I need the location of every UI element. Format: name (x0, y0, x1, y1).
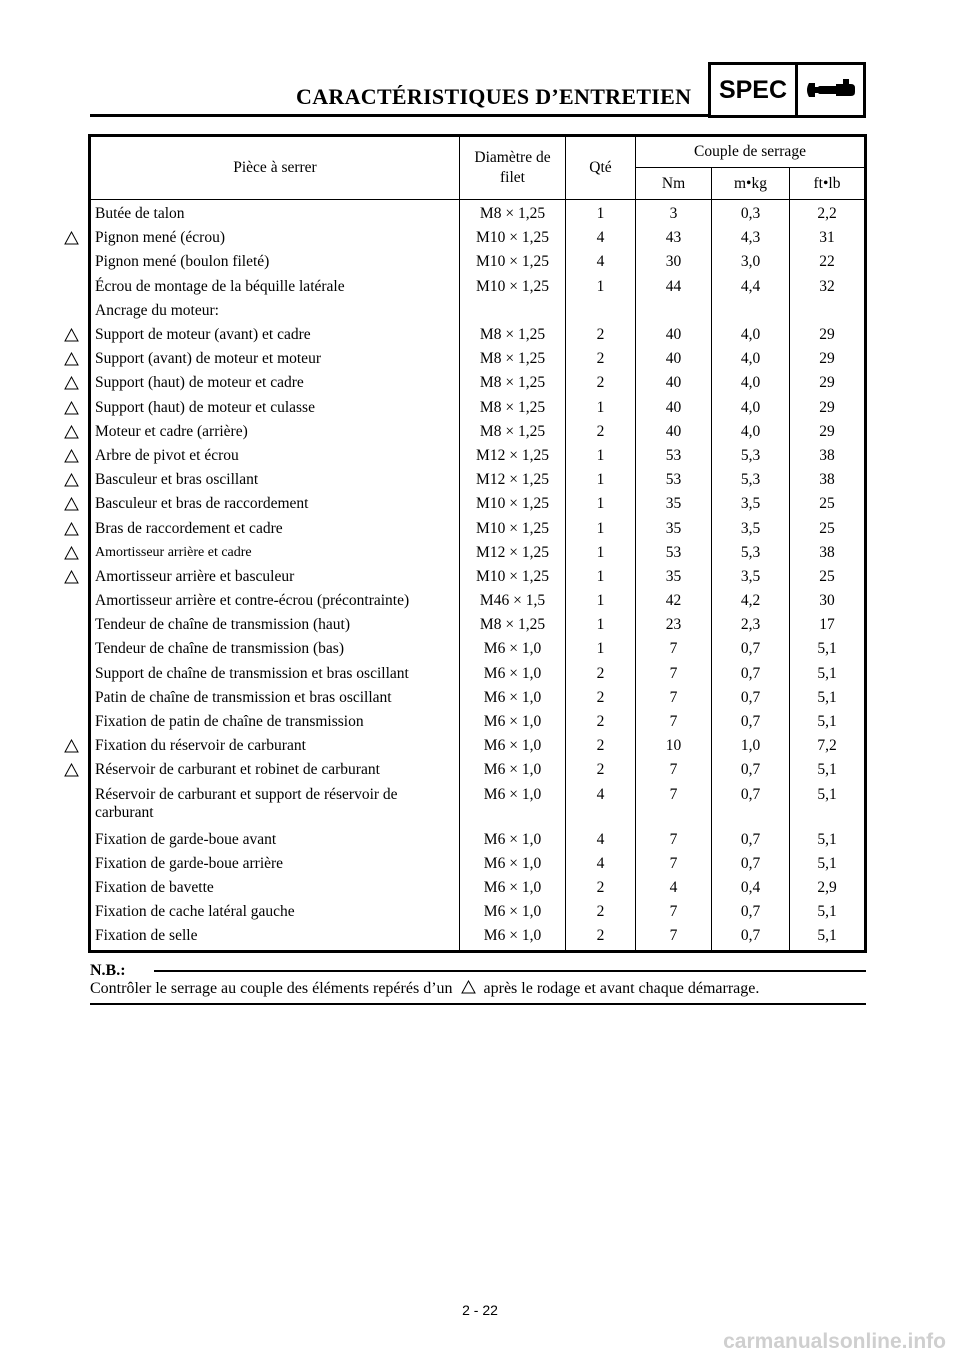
cell-piece: Support (haut) de moteur et culasse (95, 398, 315, 416)
cell-qte: 1 (566, 565, 636, 589)
table-row (90, 710, 866, 734)
triangle-mark-icon (64, 739, 79, 753)
header-mkg: m•kg (712, 168, 790, 200)
cell-ftlb: 25 (790, 492, 866, 516)
cell-ftlb: 5,1 (790, 686, 866, 710)
cell-nm: 7 (636, 783, 712, 828)
cell-diam: M6 × 1,0 (460, 686, 566, 710)
cell-mkg: 0,7 (712, 900, 790, 924)
note-label: N.B.: (90, 962, 126, 979)
table-row (90, 876, 866, 900)
cell-mkg: 0,4 (712, 876, 790, 900)
cell-piece: Fixation de cache latéral gauche (95, 903, 295, 921)
cell-diam: M8 × 1,25 (460, 323, 566, 347)
table-row (90, 250, 866, 274)
cell-nm: 7 (636, 924, 712, 952)
cell-piece: Réservoir de carburant et support de réservoir de carburant (95, 785, 398, 821)
cell-mkg: 4,0 (712, 420, 790, 444)
cell-piece: Arbre de pivot et écrou (95, 446, 239, 464)
cell-qte (566, 299, 636, 323)
cell-nm: 7 (636, 662, 712, 686)
cell-qte: 1 (566, 613, 636, 637)
cell-diam: M46 × 1,5 (460, 589, 566, 613)
cell-qte: 1 (566, 275, 636, 299)
spec-badge (708, 62, 866, 118)
cell-mkg: 5,3 (712, 444, 790, 468)
cell-qte: 2 (566, 420, 636, 444)
note-text (90, 980, 759, 998)
cell-piece: Butée de talon (95, 205, 185, 223)
triangle-icon (461, 980, 476, 994)
cell-mkg: 4,0 (712, 323, 790, 347)
table-row (90, 396, 866, 420)
cell-qte: 2 (566, 876, 636, 900)
cell-ftlb: 38 (790, 468, 866, 492)
cell-ftlb: 2,9 (790, 876, 866, 900)
table-row (90, 420, 866, 444)
cell-ftlb: 5,1 (790, 783, 866, 828)
cell-piece: Pignon mené (boulon fileté) (95, 253, 270, 271)
triangle-mark-icon (64, 401, 79, 415)
cell-mkg: 4,0 (712, 396, 790, 420)
cell-nm: 53 (636, 444, 712, 468)
cell-nm: 43 (636, 226, 712, 250)
cell-nm: 40 (636, 371, 712, 395)
cell-diam (460, 299, 566, 323)
cell-nm: 53 (636, 541, 712, 565)
cell-ftlb: 5,1 (790, 662, 866, 686)
page-title: CARACTÉRISTIQUES D’ENTRETIEN (296, 84, 692, 109)
header-ftlb: ft•lb (790, 168, 866, 200)
cell-qte: 4 (566, 852, 636, 876)
cell-ftlb: 29 (790, 347, 866, 371)
cell-qte: 2 (566, 662, 636, 686)
cell-ftlb: 25 (790, 565, 866, 589)
cell-diam: M8 × 1,25 (460, 347, 566, 371)
cell-diam: M6 × 1,0 (460, 662, 566, 686)
cell-mkg: 0,7 (712, 662, 790, 686)
triangle-mark-icon (64, 376, 79, 390)
cell-ftlb: 5,1 (790, 710, 866, 734)
cell-mkg: 5,3 (712, 468, 790, 492)
cell-mkg: 0,7 (712, 828, 790, 852)
cell-mkg: 0,7 (712, 924, 790, 952)
table-row (90, 686, 866, 710)
cell-nm: 7 (636, 637, 712, 661)
cell-qte: 1 (566, 492, 636, 516)
cell-qte: 1 (566, 396, 636, 420)
cell-mkg: 0,7 (712, 852, 790, 876)
cell-nm: 23 (636, 613, 712, 637)
wrench-icon (798, 65, 863, 115)
cell-qte: 4 (566, 828, 636, 852)
triangle-mark-icon (64, 763, 79, 777)
cell-diam: M10 × 1,25 (460, 275, 566, 299)
table-row (90, 662, 866, 686)
table-row (90, 900, 866, 924)
cell-mkg: 3,5 (712, 516, 790, 540)
cell-nm: 7 (636, 686, 712, 710)
table-row (90, 516, 866, 540)
cell-piece: Support (haut) de moteur et cadre (95, 374, 304, 392)
note-rule-top (154, 970, 866, 972)
cell-diam: M6 × 1,0 (460, 876, 566, 900)
cell-nm: 7 (636, 852, 712, 876)
triangle-mark-icon (64, 328, 79, 342)
cell-piece: Basculeur et bras de raccordement (95, 495, 309, 513)
cell-diam: M6 × 1,0 (460, 828, 566, 852)
cell-mkg: 0,7 (712, 686, 790, 710)
table-row (90, 323, 866, 347)
note-text-after: après le rodage et avant chaque démarrage. (483, 980, 760, 997)
cell-diam: M8 × 1,25 (460, 613, 566, 637)
cell-ftlb (790, 299, 866, 323)
cell-qte: 4 (566, 783, 636, 828)
cell-qte: 2 (566, 758, 636, 782)
cell-nm: 4 (636, 876, 712, 900)
triangle-mark-icon (64, 352, 79, 366)
cell-ftlb: 5,1 (790, 900, 866, 924)
cell-diam: M6 × 1,0 (460, 734, 566, 758)
table-row (90, 347, 866, 371)
triangle-mark-icon (64, 473, 79, 487)
cell-piece: Amortisseur arrière et basculeur (95, 567, 295, 585)
cell-mkg: 4,0 (712, 371, 790, 395)
cell-piece: Support de moteur (avant) et cadre (95, 326, 311, 344)
cell-mkg: 0,7 (712, 637, 790, 661)
cell-piece: Fixation de patin de chaîne de transmission (95, 713, 364, 731)
table-row (90, 828, 866, 852)
cell-diam: M6 × 1,0 (460, 710, 566, 734)
header-nm: Nm (636, 168, 712, 200)
cell-nm: 40 (636, 420, 712, 444)
cell-diam: M6 × 1,0 (460, 783, 566, 828)
cell-ftlb: 22 (790, 250, 866, 274)
cell-nm: 10 (636, 734, 712, 758)
table-row (90, 541, 866, 565)
cell-piece: Basculeur et bras oscillant (95, 471, 259, 489)
cell-piece: Amortisseur arrière et contre-écrou (précontrainte) (95, 592, 410, 610)
cell-diam: M10 × 1,25 (460, 226, 566, 250)
triangle-mark-icon (64, 497, 79, 511)
page-number: 2 - 22 (462, 1302, 498, 1318)
cell-nm: 35 (636, 492, 712, 516)
cell-piece: Réservoir de carburant et robinet de carburant (95, 761, 380, 779)
table-row (90, 299, 866, 323)
cell-piece: Écrou de montage de la béquille latérale (95, 277, 345, 295)
cell-diam: M12 × 1,25 (460, 541, 566, 565)
cell-ftlb: 38 (790, 444, 866, 468)
cell-ftlb: 17 (790, 613, 866, 637)
cell-qte: 1 (566, 516, 636, 540)
cell-qte: 1 (566, 444, 636, 468)
cell-ftlb: 31 (790, 226, 866, 250)
cell-diam: M10 × 1,25 (460, 565, 566, 589)
table-row (90, 924, 866, 952)
cell-nm: 35 (636, 565, 712, 589)
table-row (90, 492, 866, 516)
triangle-mark-icon (64, 522, 79, 536)
cell-diam: M10 × 1,25 (460, 492, 566, 516)
cell-mkg: 4,4 (712, 275, 790, 299)
triangle-mark-icon (64, 449, 79, 463)
cell-mkg: 3,5 (712, 565, 790, 589)
cell-qte: 2 (566, 710, 636, 734)
cell-ftlb: 5,1 (790, 828, 866, 852)
table-row (90, 783, 866, 828)
cell-diam: M10 × 1,25 (460, 250, 566, 274)
cell-piece: Patin de chaîne de transmission et bras oscillant (95, 688, 392, 706)
cell-ftlb: 29 (790, 323, 866, 347)
table-row (90, 589, 866, 613)
cell-ftlb: 7,2 (790, 734, 866, 758)
table-row (90, 468, 866, 492)
cell-qte: 1 (566, 589, 636, 613)
cell-mkg (712, 299, 790, 323)
cell-diam: M6 × 1,0 (460, 924, 566, 952)
cell-qte: 4 (566, 226, 636, 250)
cell-nm: 7 (636, 758, 712, 782)
cell-nm: 7 (636, 710, 712, 734)
cell-mkg: 3,5 (712, 492, 790, 516)
triangle-mark-icon (64, 231, 79, 245)
cell-qte: 1 (566, 468, 636, 492)
cell-diam: M8 × 1,25 (460, 200, 566, 227)
table-row (90, 852, 866, 876)
cell-diam: M6 × 1,0 (460, 637, 566, 661)
cell-ftlb: 29 (790, 371, 866, 395)
cell-diam: M12 × 1,25 (460, 444, 566, 468)
cell-diam: M6 × 1,0 (460, 900, 566, 924)
cell-piece: Ancrage du moteur: (95, 301, 219, 319)
cell-ftlb: 5,1 (790, 924, 866, 952)
table-row (90, 613, 866, 637)
cell-mkg: 0,7 (712, 710, 790, 734)
cell-nm: 7 (636, 900, 712, 924)
cell-mkg: 0,7 (712, 783, 790, 828)
cell-mkg: 4,0 (712, 347, 790, 371)
note-rule-bottom (90, 1003, 866, 1005)
cell-qte: 4 (566, 250, 636, 274)
cell-ftlb: 2,2 (790, 200, 866, 227)
table-row (90, 226, 866, 250)
cell-piece: Fixation de selle (95, 927, 198, 945)
cell-nm (636, 299, 712, 323)
cell-diam: M6 × 1,0 (460, 852, 566, 876)
cell-piece: Moteur et cadre (arrière) (95, 422, 248, 440)
cell-nm: 35 (636, 516, 712, 540)
cell-mkg: 1,0 (712, 734, 790, 758)
cell-qte: 1 (566, 200, 636, 227)
cell-qte: 2 (566, 686, 636, 710)
cell-piece: Bras de raccordement et cadre (95, 519, 283, 537)
triangle-mark-icon (64, 425, 79, 439)
cell-diam: M12 × 1,25 (460, 468, 566, 492)
cell-nm: 40 (636, 323, 712, 347)
cell-nm: 44 (636, 275, 712, 299)
header-couple: Couple de serrage (636, 136, 866, 168)
cell-diam: M8 × 1,25 (460, 371, 566, 395)
triangle-mark-icon (64, 546, 79, 560)
cell-qte: 1 (566, 637, 636, 661)
header-diametre-text: Diamètre de filet (474, 149, 551, 186)
torque-table (88, 134, 867, 953)
cell-piece: Fixation de garde-boue avant (95, 830, 277, 848)
cell-ftlb: 5,1 (790, 852, 866, 876)
cell-piece: Tendeur de chaîne de transmission (bas) (95, 640, 344, 658)
cell-ftlb: 32 (790, 275, 866, 299)
cell-nm: 53 (636, 468, 712, 492)
table-row (90, 275, 866, 299)
cell-mkg: 0,7 (712, 758, 790, 782)
spec-badge-label: SPEC (711, 65, 798, 115)
cell-qte: 2 (566, 347, 636, 371)
table-row (90, 444, 866, 468)
cell-piece: Support de chaîne de transmission et bras oscillant (95, 664, 409, 682)
cell-ftlb: 25 (790, 516, 866, 540)
cell-nm: 7 (636, 828, 712, 852)
header-diametre (460, 136, 566, 200)
cell-mkg: 4,3 (712, 226, 790, 250)
cell-qte: 2 (566, 924, 636, 952)
table-row (90, 371, 866, 395)
cell-piece: Fixation de garde-boue arrière (95, 854, 284, 872)
cell-mkg: 2,3 (712, 613, 790, 637)
cell-diam: M10 × 1,25 (460, 516, 566, 540)
header-piece: Pièce à serrer (90, 136, 460, 200)
cell-diam: M6 × 1,0 (460, 758, 566, 782)
cell-diam: M8 × 1,25 (460, 396, 566, 420)
table-row (90, 200, 866, 227)
cell-qte: 2 (566, 734, 636, 758)
cell-mkg: 4,2 (712, 589, 790, 613)
cell-ftlb: 5,1 (790, 758, 866, 782)
cell-piece: Fixation de bavette (95, 878, 214, 896)
cell-ftlb: 5,1 (790, 637, 866, 661)
cell-qte: 2 (566, 323, 636, 347)
cell-nm: 30 (636, 250, 712, 274)
cell-nm: 42 (636, 589, 712, 613)
table-row (90, 734, 866, 758)
watermark: carmanualsonline.info (723, 1330, 946, 1353)
note-text-before: Contrôler le serrage au couple des éléments repérés d’un (90, 980, 453, 997)
cell-nm: 3 (636, 200, 712, 227)
header-qte: Qté (566, 136, 636, 200)
table-row (90, 565, 866, 589)
cell-qte: 1 (566, 541, 636, 565)
cell-ftlb: 38 (790, 541, 866, 565)
cell-piece: Amortisseur arrière et cadre (95, 544, 252, 560)
cell-ftlb: 29 (790, 396, 866, 420)
cell-ftlb: 30 (790, 589, 866, 613)
triangle-mark-icon (64, 570, 79, 584)
header-rule (90, 114, 710, 117)
cell-piece: Pignon mené (écrou) (95, 229, 225, 247)
table-row (90, 758, 866, 782)
cell-mkg: 5,3 (712, 541, 790, 565)
cell-ftlb: 29 (790, 420, 866, 444)
cell-nm: 40 (636, 396, 712, 420)
cell-piece: Tendeur de chaîne de transmission (haut) (95, 616, 351, 634)
cell-qte: 2 (566, 371, 636, 395)
cell-qte: 2 (566, 900, 636, 924)
cell-piece: Fixation du réservoir de carburant (95, 737, 306, 755)
cell-nm: 40 (636, 347, 712, 371)
cell-diam: M8 × 1,25 (460, 420, 566, 444)
cell-piece: Support (avant) de moteur et moteur (95, 350, 321, 368)
cell-mkg: 0,3 (712, 200, 790, 227)
cell-mkg: 3,0 (712, 250, 790, 274)
table-row (90, 637, 866, 661)
